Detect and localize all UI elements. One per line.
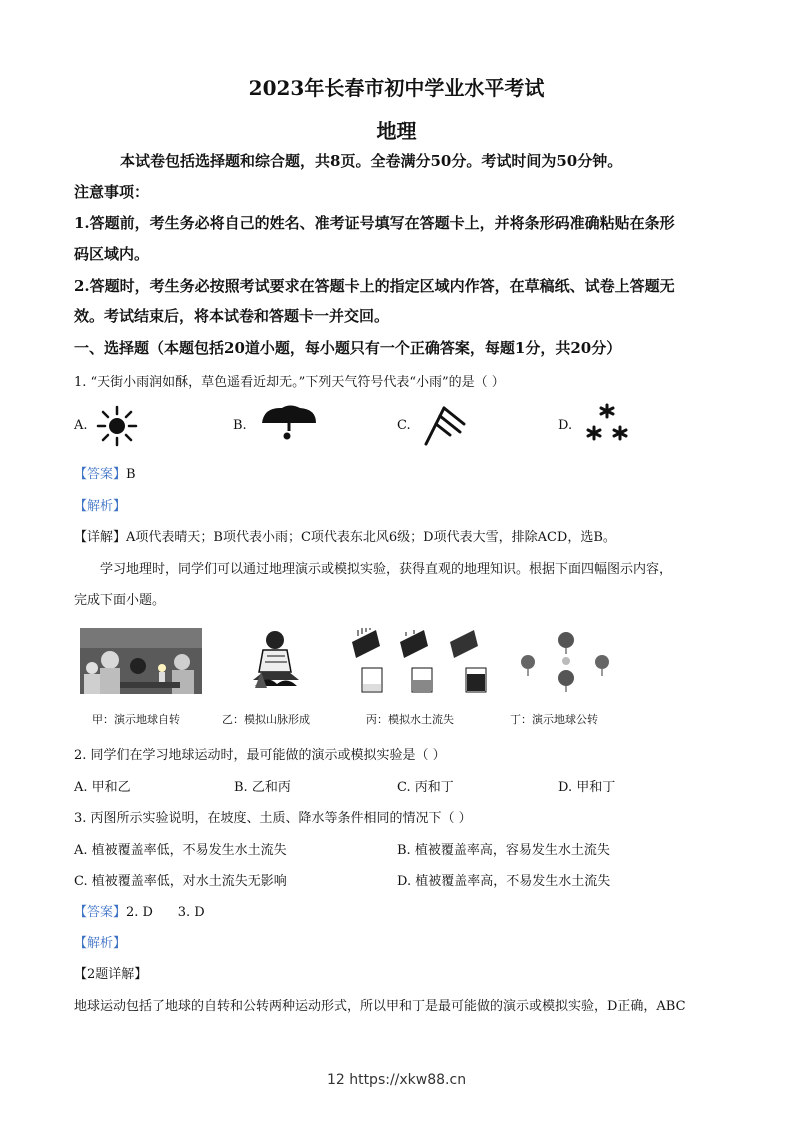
- q1-option-d-label: D.: [558, 418, 573, 433]
- material-line-2: 完成下面小题。: [74, 593, 166, 608]
- q2-option-b: B. 乙和丙: [234, 780, 291, 795]
- q2-q3-answer-value: 2. D 3. D: [126, 905, 205, 920]
- notice-item-2-line-2: 效。考试结束后，将本试卷和答题卡一并交回。: [74, 307, 390, 325]
- notice-heading: 注意事项：: [74, 183, 150, 201]
- q1-analysis-tag: 【解析】: [74, 499, 127, 514]
- q2-option-c: C. 丙和丁: [397, 780, 454, 795]
- sun-icon: [96, 405, 138, 447]
- q1-option-c-label: C.: [397, 418, 411, 433]
- q2-stem: 2. 同学们在学习地球运动时，最可能做的演示或模拟实验是（ ）: [74, 748, 446, 763]
- q2-q3-analysis-tag: 【解析】: [74, 936, 127, 951]
- caption-bing: 丙：模拟水土流失: [366, 713, 454, 726]
- caption-ding: 丁：演示地球公转: [510, 713, 598, 726]
- caption-yi: 乙：模拟山脉形成: [222, 713, 310, 726]
- q1-answer: [74, 463, 136, 482]
- q3-option-b: B. 植被覆盖率高，容易发生水土流失: [397, 843, 610, 858]
- mountain-formation-demo-image: [245, 628, 307, 694]
- q3-option-d: D. 植被覆盖率高，不易发生水土流失: [397, 874, 611, 889]
- q2-option-d: D. 甲和丁: [558, 780, 616, 795]
- exam-intro: 本试卷包括选择题和综合题，共8页。全卷满分50分。考试时间为50分钟。: [120, 152, 623, 170]
- q2-option-a: A. 甲和乙: [74, 780, 131, 795]
- q1-option-a-label: A.: [74, 418, 88, 433]
- snow-icon: [584, 402, 630, 446]
- material-line-1: 学习地理时，同学们可以通过地理演示或模拟实验，获得直观的地理知识。根据下面四幅图示内容，: [100, 562, 673, 577]
- earth-rotation-demo-image: [80, 628, 202, 694]
- q2-detail-heading: 【2题详解】: [74, 967, 148, 982]
- notice-item-1-line-1: 1.答题前，考生务必将自己的姓名、准考证号填写在答题卡上，并将条形码准确粘贴在条形: [74, 214, 675, 232]
- q1-detail: [74, 526, 616, 545]
- q3-option-a: A. 植被覆盖率低，不易发生水土流失: [74, 843, 287, 858]
- answer-tag: 【答案】: [74, 905, 127, 920]
- subject-title: 地理: [376, 119, 417, 143]
- section-1-heading: 一、选择题（本题包括20道小题，每小题只有一个正确答案，每题1分，共20分）: [74, 339, 622, 357]
- q3-stem: 3. 丙图所示实验说明，在坡度、土质、降水等条件相同的情况下（ ）: [74, 811, 472, 826]
- page-title: 2023年长春市初中学业水平考试: [248, 76, 545, 100]
- earth-revolution-demo-image: [518, 628, 612, 694]
- q1-option-b-label: B.: [233, 418, 247, 433]
- q1-answer-value: B: [126, 467, 136, 482]
- wind-icon: [420, 400, 470, 448]
- q2-q3-answer: [74, 901, 205, 920]
- notice-item-1-line-2: 码区域内。: [74, 245, 150, 263]
- light-rain-icon: [258, 403, 320, 445]
- caption-jia: 甲：演示地球自转: [92, 713, 180, 726]
- page-footer: 12 https://xkw88.cn: [326, 1072, 467, 1088]
- soil-erosion-demo-image: [350, 628, 490, 694]
- answer-tag: 【答案】: [74, 467, 127, 482]
- q1-detail-text: A项代表晴天；B项代表小雨；C项代表东北风6级；D项代表大雪，排除ACD，选B。: [126, 530, 616, 545]
- detail-tag: 【详解】: [74, 530, 127, 545]
- q2-detail-text: 地球运动包括了地球的自转和公转两种运动形式，所以甲和丁是最可能做的演示或模拟实验，D正确，ABC: [74, 999, 686, 1014]
- q3-option-c: C. 植被覆盖率低，对水土流失无影响: [74, 874, 287, 889]
- notice-item-2-line-1: 2.答题时，考生务必按照考试要求在答题卡上的指定区域内作答，在草稿纸、试卷上答题无: [74, 277, 675, 295]
- q1-stem: 1. “天街小雨润如酥，草色遥看近却无。”下列天气符号代表“小雨”的是（ ）: [74, 375, 505, 390]
